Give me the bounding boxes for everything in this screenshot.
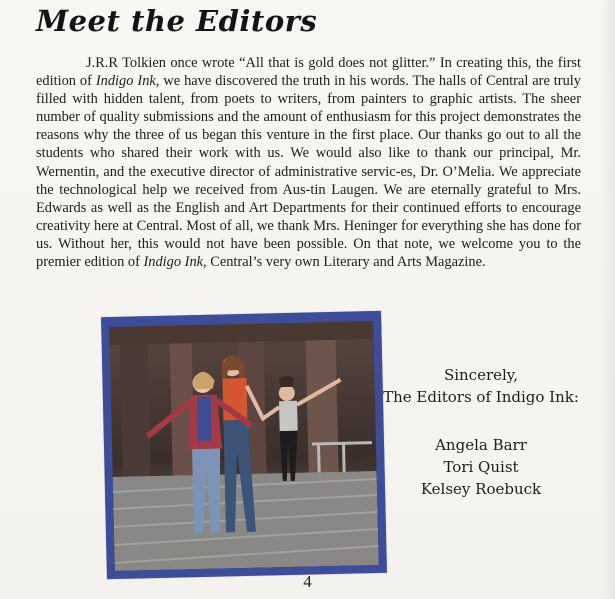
closing-line: Sincerely, bbox=[443, 366, 519, 384]
magazine-name: Indigo Ink bbox=[143, 254, 204, 271]
editor-name: Tori Quist bbox=[443, 458, 519, 476]
letter-text-part1: J.R.R Tolkien once wrote “All that is gold does not glitter.” In creating this, the first edition of bbox=[36, 55, 581, 90]
letter-text-part3: , Central’s very own Literary and Arts Magazine. bbox=[203, 254, 486, 271]
editors-photo-illustration bbox=[109, 321, 378, 571]
magazine-name: Indigo Ink, bbox=[95, 73, 160, 90]
editor-names bbox=[376, 434, 586, 500]
editor-name: Kelsey Roebuck bbox=[420, 480, 542, 498]
editors-letter bbox=[36, 54, 581, 271]
editors-photo-frame bbox=[101, 311, 387, 579]
page-title: Meet the Editors bbox=[36, 4, 318, 38]
editors-photo bbox=[109, 321, 378, 571]
signoff-from: The Editors of Indigo Ink: bbox=[383, 388, 579, 406]
page-number: 4 bbox=[303, 572, 312, 591]
signoff bbox=[376, 364, 586, 500]
letter-text-part2: we have discovered the truth in his words. The halls of Central are truly filled with hidden talent, from poets to writers, from painters to graphic artists. The sheer number of quality submissions and the amount of enthusiasm for this project demonstrates the reasons why the three of us began this venture in the first place. Our thanks go out to all the students who shared their work with us. We would also like to thank our principal, Mr. Wernentin, and the executive director of administrative servic-es, Dr. O’Melia. We appreciate the technological help we received from Aus-tin Laugen. We are eternally grateful to Mrs. Edwards as well as the English and Art Departments for their continued efforts to encourage creativity here at Central. Most of all, we thank Mrs. Heninger for everything she has done for us. Without her, this would not have been possible. On that note, we welcome you to the premier edition of bbox=[36, 73, 581, 271]
editor-name: Angela Barr bbox=[435, 436, 527, 454]
